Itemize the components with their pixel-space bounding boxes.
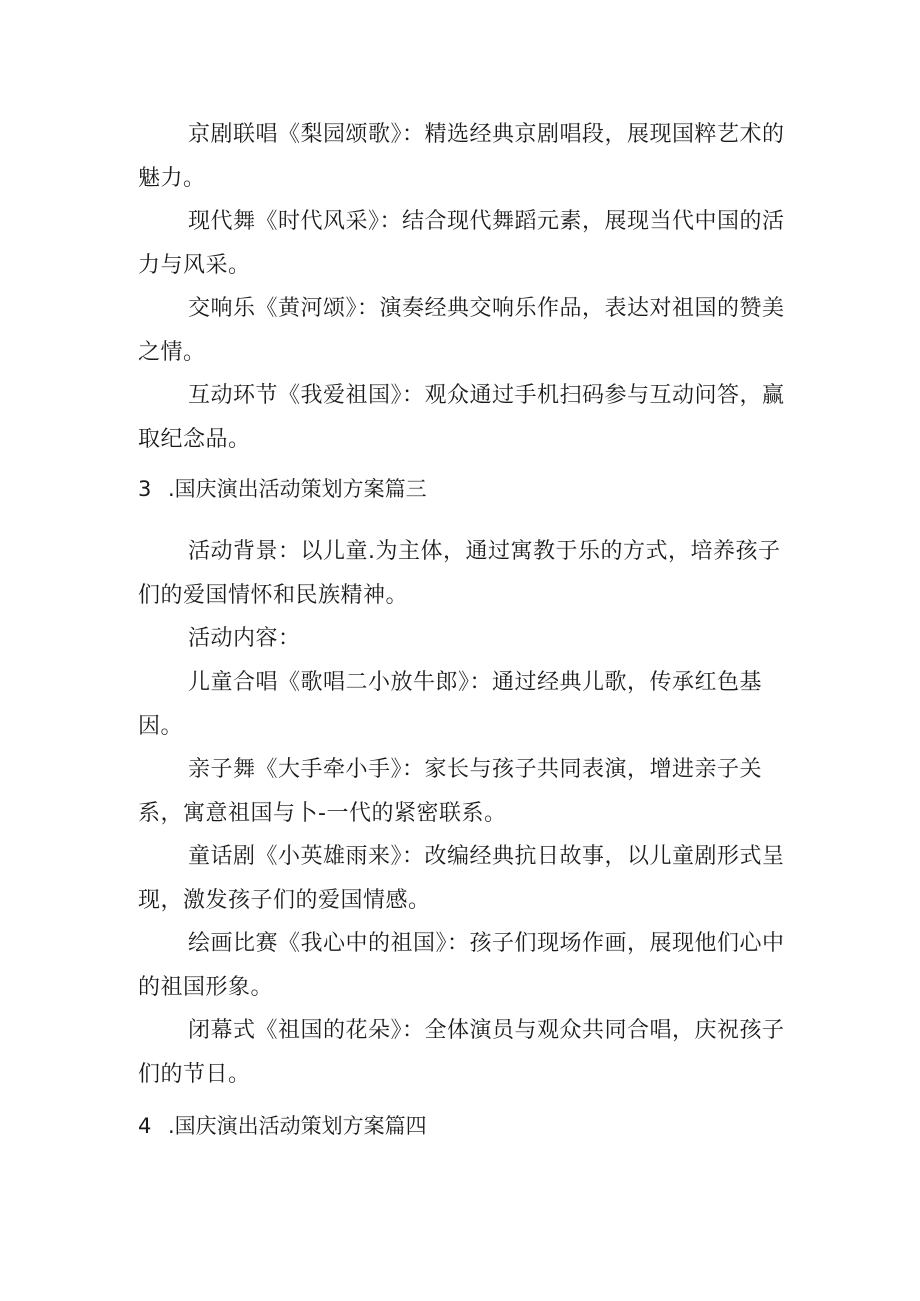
paragraph-children-choir: 儿童合唱《歌唱二小放牛郎》：通过经典儿歌，传承红色基因。	[138, 670, 763, 739]
section-title: .国庆演出活动策划方案篇三	[168, 477, 427, 501]
paragraph-interaction: 互动环节《我爱祖国》：观众通过手机扫码参与互动问答，赢取纪念品。	[138, 383, 785, 452]
paragraph-fairy-drama: 童话剧《小英雄雨来》：改编经典抗日故事，以儿童剧形式呈现，激发孩子们的爱国情感。	[138, 844, 785, 913]
section-number: 3	[138, 477, 152, 501]
section-heading-4	[138, 1111, 790, 1141]
paragraph-background: 活动背景：以儿童.为主体，通过寓教于乐的方式，培养孩子们的爱国情怀和民族精神。	[138, 539, 781, 608]
paragraph-modern-dance: 现代舞《时代风采》：结合现代舞蹈元素，展现当代中国的活力与风采。	[138, 209, 785, 278]
paragraph-closing: 闭幕式《祖国的花朵》：全体演员与观众共同合唱，庆祝孩子们的节日。	[138, 1018, 785, 1087]
paragraph-symphony: 交响乐《黄河颂》：演奏经典交响乐作品，表达对祖国的赞美之情。	[138, 296, 785, 365]
section-heading-3	[138, 474, 790, 504]
section-title: .国庆演出活动策划方案篇四	[168, 1114, 427, 1138]
paragraph-content-label: 活动内容：	[188, 626, 301, 651]
paragraph-parent-child-dance: 亲子舞《大手牵小手》：家长与孩子共同表演，增进亲子关系，寓意祖国与卜-一代的紧密联系。	[138, 757, 763, 826]
paragraph-peking-opera: 京剧联唱《梨园颂歌》：精选经典京剧唱段，展现国粹艺术的魅力。	[138, 122, 785, 191]
section-number: 4	[138, 1114, 152, 1138]
paragraph-drawing-contest: 绘画比赛《我心中的祖国》：孩子们现场作画，展现他们心中的祖国形象。	[138, 931, 785, 1000]
